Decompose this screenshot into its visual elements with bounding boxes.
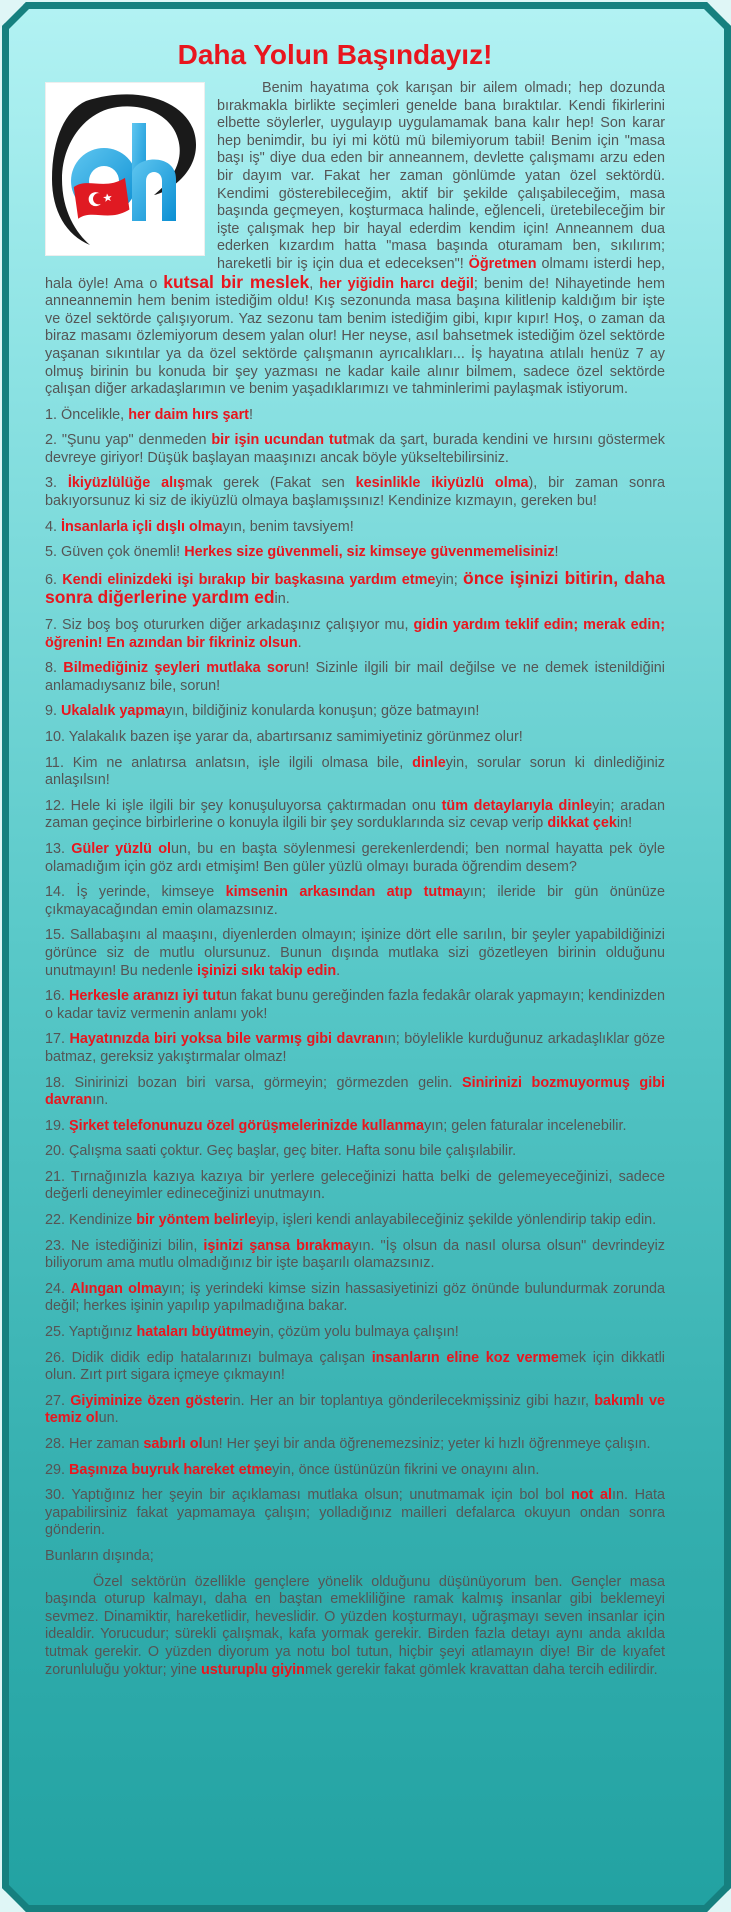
highlight-text: Herkes size güvenmeli, siz kimseye güvenmemelisiniz (184, 544, 555, 561)
list-item (45, 432, 665, 467)
oh-logo-icon (45, 82, 205, 256)
list-item (45, 884, 665, 919)
body-text: ın. (92, 1092, 109, 1109)
body-text: 9. (45, 703, 61, 720)
body-text: yin, çözüm yolu bulmaya çalışın! (251, 1324, 459, 1341)
highlight-text: Sinirinizi bozmuyormuş gibi davran (45, 1074, 665, 1109)
body-text: mek için dikkatli olun. Zırt pırt sigara içmeye çıkmayın! (45, 1349, 665, 1384)
body-text: un. (98, 1410, 119, 1427)
highlight-text: hataları büyütme (136, 1324, 252, 1341)
list-item (45, 1075, 665, 1110)
closing-paragraph (45, 1574, 665, 1680)
list-item (45, 660, 665, 695)
highlight-text: tüm detaylarıyla dinle (441, 797, 593, 814)
body-text: 21. Tırnağınızla kazıya kazıya bir yerlere geleceğinizi hatta belki de gelemeyeceğinizi, sadece değerli deneyimler edineceğinizi unutmayın. (45, 1168, 665, 1203)
body-text: yin, sorular sorun ki dinlediğiniz anlaşılsın! (45, 754, 665, 789)
body-text: 2. "Şunu yap" denmeden (45, 432, 212, 449)
after-label: Bunların dışında; (45, 1547, 154, 1564)
highlight-text: bir işin ucundan tut (211, 432, 348, 449)
highlight-text: Bilmediğiniz şeyleri mutlaka sor (63, 660, 290, 677)
body-text: ), bir zaman sonra bakıyorsunuz ki siz de ikiyüzlü olmaya başlamışsınız! Kendinize kızmayın, gereken bu! (45, 475, 666, 510)
body-text: 5. Güven çok önemli! (45, 544, 185, 561)
body-text: 17. (45, 1031, 70, 1048)
highlight-text: her yiğidin harcı değil (319, 275, 474, 292)
list-item (45, 1238, 665, 1273)
list-item (45, 407, 665, 425)
list-item (45, 475, 665, 510)
body-text: 7. Siz boş boş otururken diğer arkadaşınız çalışıyor mu, (45, 617, 414, 634)
highlight-text: Başınıza buyruk hareket etme (69, 1461, 273, 1478)
tips-list (45, 407, 665, 1540)
page-title: Daha Yolun Başındayız! (177, 39, 493, 70)
highlight-text: Alıngan olma (70, 1280, 162, 1297)
body-text: yin, önce üstünüzün fikrini ve onayını alın. (272, 1461, 540, 1478)
highlight-text: kimsenin arkasından atıp tutma (225, 884, 463, 901)
body-text: in! (616, 815, 633, 832)
body-text: yın. "İş olsun da nasıl olursa olsun" devrindeyiz biliyorum ama mutlu olmadığınız bir işte başarılı olamazsınız. (45, 1237, 665, 1272)
list-item (45, 988, 665, 1023)
body-text: mak gerek (Fakat sen (185, 475, 356, 492)
highlight-text: dikkat çek (547, 815, 617, 832)
body-text: yın, bildiğiniz konularda konuşun; göze batmayın! (165, 703, 480, 720)
body-text: 19. (45, 1117, 70, 1134)
body-text: ! (248, 406, 253, 423)
highlight-text: not al (571, 1487, 612, 1504)
body-text: 8. (45, 660, 64, 677)
highlight-text: gidin yardım teklif edin; merak edin; öğrenin! En azından bir fikriniz olsun (45, 617, 665, 651)
highlight-text: dinle (412, 754, 446, 771)
body-text: 12. Hele ki işle ilgili bir şey konuşuluyorsa çaktırmadan onu (45, 797, 442, 814)
list-item (45, 617, 665, 652)
body-text: 14. İş yerinde, kimseye (45, 884, 226, 901)
highlight-text: sabırlı ol (143, 1436, 203, 1452)
highlight-text: Hayatınızda biri yoksa bile varmış gibi davran (69, 1031, 384, 1048)
highlight-text: işinizi şansa bırakma (203, 1237, 352, 1254)
body-text: un fakat bunu gereğinden fazla fedakâr olarak yapmayın; kendinizden o kadar taviz vermenin anlamı yok! (45, 988, 665, 1022)
highlight-text: insanların eline koz verme (371, 1349, 559, 1366)
body-text: mak da şart, burada kendini ve hırsını göstermek devreye giriyor! Düşük başlayan maaşınızı ancak böyle yükseltebilirsiniz. (45, 432, 665, 466)
body-text: 26. Didik didik edip hatalarınızı bulmaya çalışan (45, 1349, 372, 1366)
highlight-text: bakımlı ve temiz ol (45, 1392, 665, 1427)
highlight-text: bir yöntem belirle (136, 1212, 257, 1229)
body-text: 29. (45, 1461, 70, 1478)
highlight-text: kesinlikle ikiyüzlü olma (355, 475, 529, 492)
body-text: . (297, 634, 302, 651)
list-item (45, 1436, 665, 1454)
list-item (45, 1143, 665, 1161)
body-text: Benim hayatıma çok karışan bir ailem olmadı; hep dozunda bırakmakla birlikte seçimleri genelde bana bıraktılar. Kendi fikirlerini elbette söylerler, uygulayıp uygulamamak bana kalır hep! Son karar hep benimdir, bu iyi mi kötü mü bilemiyorum tabii! Benim için "masa başı iş" diye dua eden bir anneannem, devlette çalışmamı arzu eden bir dayım var. Fakat her zaman gönlümde yatan özel sektördü. Kendimi gösterebileceğim, aktif bir şekilde çalışabileceğim, masa başında geçmeyen, koşturmaca halinde, eğlenceli, üretebileceğim bir işte çalışmak hep bir hayal ederdim kendim için! Anneannem dua ederken kızardım hatta "masa başında oturamam ben, sıkılırım; hareketli bir iş için dua et edeceksen"! (217, 80, 665, 272)
body-text: un, bu en başta söylenmesi gerekenlerdendi; ben normal hayatta pek öyle olamadığım için göz ardı etmişim! Ben güler yüzlü olmayı burada öğrendim desem? (45, 840, 665, 875)
list-item (45, 1031, 665, 1066)
list-item (45, 567, 665, 609)
list-item (45, 1169, 665, 1204)
body-text: 1. Öncelikle, (45, 406, 129, 423)
body-text: 28. Her zaman (45, 1436, 144, 1452)
body-text: yın; gelen faturalar incelenebilir. (424, 1117, 627, 1134)
body-text: ! (554, 544, 559, 561)
highlight-text: her daim hırs şart (128, 406, 249, 423)
highlight-text: kutsal bir meslek (163, 271, 310, 292)
body-text: in. (274, 591, 290, 608)
body-text: 11. Kim ne anlatırsa anlatsın, işle ilgili olmasa bile, (45, 754, 413, 771)
body-text: 20. Çalışma saati çoktur. Geç başlar, geç biter. Hafta sonu bile çalışılabilir. (45, 1143, 517, 1160)
body-text: ın; böylelikle kurduğunuz arkadaşlıklar göze batmaz, gereksiz yakıştırmalar olmaz! (45, 1031, 665, 1065)
body-text: 27. (45, 1392, 71, 1409)
list-item (45, 1118, 665, 1136)
highlight-text: Herkesle aranızı iyi tut (69, 988, 221, 1005)
body-text: olmamı isterdi hep, hala öyle! Ama o (45, 255, 665, 292)
body-text: yın, benim tavsiyem! (222, 518, 354, 535)
highlight-text: işinizi sıkı takip edin (197, 962, 337, 979)
body-text: 23. Ne istediğinizi bilin, (45, 1237, 204, 1254)
body-text: 30. Yaptığınız her şeyin bir açıklaması mutlaka olsun; unutmamak için bol bol (45, 1487, 571, 1504)
body-text: 13. (45, 840, 72, 857)
highlight-text: Giyiminize özen göster (70, 1392, 230, 1409)
list-item (45, 703, 665, 721)
body-text: 22. Kendinize (45, 1212, 137, 1229)
body-text: . (336, 962, 341, 979)
highlight-text: İnsanlarla içli dışlı olma (61, 518, 223, 535)
body-text: 18. Sinirinizi bozan biri varsa, görmeyin; görmezden gelin. (45, 1074, 463, 1091)
list-item (45, 798, 665, 833)
body-text: ; benim de! Nihayetinde hem anneannemin hem benim istediğim oldu! Kış sezonunda masa başına kilitlenip kaldığım bir işte ve özel sektörde çalışıyorum. Yaz sezonu tam benim istediğim gibi, kıpır kıpır! Hoş, o zaman da biraz masamı özlemiyorum desem yalan olur! Her neyse, asıl bahsetmek istediğim özel sektörde yaşanan sıkıntılar ya da özel sektörde çalışmanın ayrıcalıkları... İş hayatına atılalı henüz 7 ay olmuş birinin bu konuda bir şey yazması ne kadar kaile alınır bilmem, sadece özel sektörde çalışan diğer arkadaşlarımın ve benim yaşadıklarımızı ve tahminlerimi paylaşmak istiyorum. (45, 275, 666, 398)
list-item (45, 927, 665, 980)
body-text: yin; (435, 571, 463, 588)
article (45, 38, 665, 1679)
list-item (45, 755, 665, 790)
body-text: ın. Hata yapabilirsiniz fakat yapmamaya çalışın; yolladığınız mailleri defalarca okuyun ondan sonra gönderin. (45, 1487, 666, 1539)
body-text: yin; aradan zaman geçince birbirlerine o konuyla ilgili bir şey sorduklarında siz cevap verip (45, 797, 666, 832)
body-text: in. Her an bir toplantıya gönderilecekmişsiniz gibi hazır, (229, 1392, 595, 1409)
body-text: Özel sektörün özellikle gençlere yönelik olduğunu düşünüyorum ben. Gençler masa başında oturup kalmayı, daha en baştan emekliliğine ramak kalmış insanlar gibi beklemeyi sevmez. Dinamiktir, hareketlidir, heveslidir. O yüzden koşturmayı, uğraşmayı seven insanlar için idealdir. Yorucudur; sürekli çalışmak, kafa yormak gerekir. Birden fazla detayı aynı anda akılda tutmak gerekir. O yüzden diyorum ya notu bol tutun, hiçbir şeyi atlamayın diye! Bir de kıyafet zorunluluğu yoktur; yine (45, 1573, 665, 1678)
body-text: 6. (45, 571, 63, 588)
body-text: 3. (45, 475, 68, 492)
highlight-text: usturuplu giyin (201, 1661, 305, 1678)
list-item (45, 544, 665, 562)
highlight-text: Kendi elinizdeki işi bırakıp bir başkasına yardım etme (62, 571, 436, 588)
body-text: un! Her şeyi bir anda öğrenemezsiniz; yeter ki hızlı öğrenmeye çalışın. (202, 1436, 651, 1452)
highlight-text: İkiyüzlülüğe alış (67, 475, 186, 492)
list-item (45, 841, 665, 876)
body-text: 10. Yalakalık bazen işe yarar da, abartırsanız samimiyetiniz görünmez olur! (45, 729, 523, 745)
list-item (45, 1350, 665, 1385)
body-text: un! Sizinle ilgili bir mail değilse ve ne demek istenildiğini anlamadıysanız bile, sorun! (45, 660, 666, 694)
list-item (45, 1487, 665, 1540)
body-text: 4. (45, 518, 61, 535)
highlight-text: Ukalalık yapma (61, 703, 165, 720)
list-item (45, 1393, 665, 1428)
highlight-text: Şirket telefonunuzu özel görüşmelerinizde kullanma (69, 1117, 425, 1134)
body-text: yip, işleri kendi anlayabileceğiniz şekilde yönlendirip takip edin. (256, 1212, 657, 1229)
body-text: yın; iş yerindeki kimse sizin hassasiyetinizi göz önünde bulundurmak zorunda değil; herkes işinin yapılıp yapılmadığına bakar. (45, 1280, 665, 1315)
highlight-text: Öğretmen (468, 255, 537, 272)
body-text: 24. (45, 1280, 71, 1297)
list-item (45, 519, 665, 537)
body-text: 15. Sallabaşını al maaşını, diyenlerden olmayın; işinize dört elle sarılın, bir şeyler yapabildiğinizi görünce siz de mutlu olursunuz. Bunun dışında mutlaka sizi gözetleyen birinin olduğunu unutmayın! Bu nedenle (45, 927, 665, 979)
list-item (45, 729, 665, 747)
highlight-text: önce işinizi bitirin, daha sonra diğerlerine yardım ed (45, 567, 665, 608)
body-text: 16. (45, 988, 70, 1005)
list-item (45, 1212, 665, 1230)
list-item (45, 1281, 665, 1316)
body-text: , (309, 275, 320, 292)
body-text: yın; ileride bir gün önünüze çıkmayacağından emin olamazsınız. (45, 884, 665, 918)
body-text: 25. Yaptığınız (45, 1324, 137, 1341)
list-item (45, 1462, 665, 1480)
list-item (45, 1324, 665, 1342)
body-text: mek gerekir fakat gömlek kravattan daha tercih edilirdir. (304, 1661, 658, 1678)
highlight-text: Güler yüzlü ol (71, 840, 172, 857)
